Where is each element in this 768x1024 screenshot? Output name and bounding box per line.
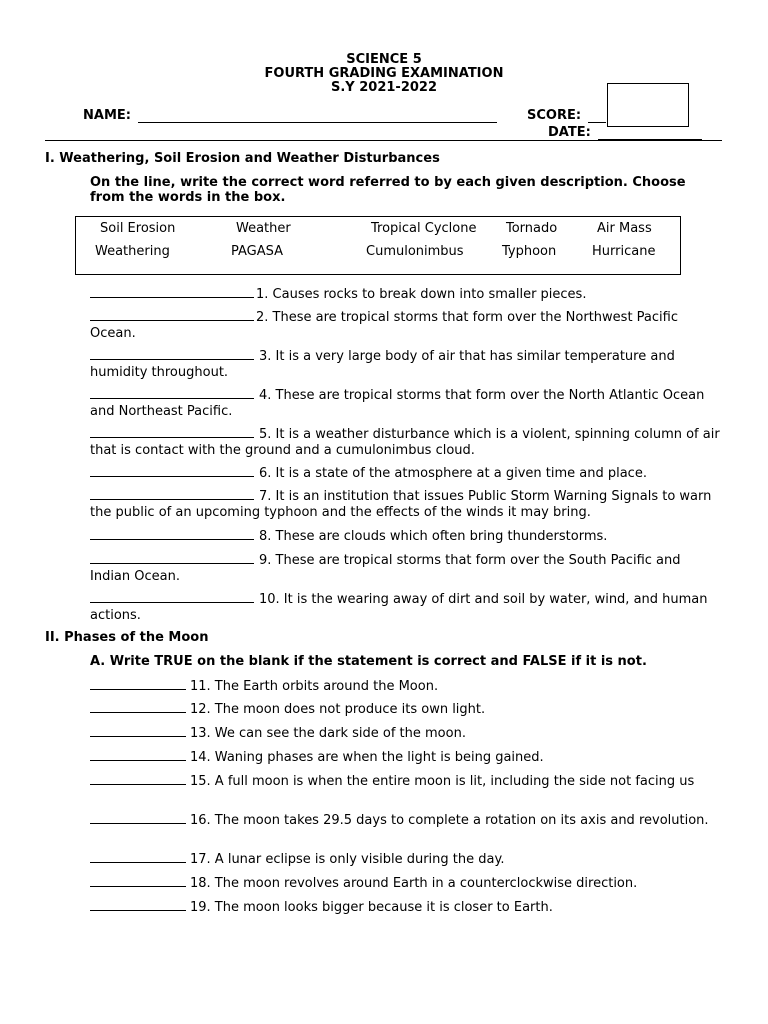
word-bank-item: Cumulonimbus: [366, 244, 464, 259]
question-item: 11. The Earth orbits around the Moon.: [90, 678, 720, 695]
answer-blank[interactable]: [90, 426, 254, 438]
question-item: 15. A full moon is when the entire moon is lit, including the side not facing us: [90, 773, 720, 790]
answer-blank[interactable]: [90, 309, 254, 321]
section1-instruction-line2: from the words in the box.: [90, 190, 286, 205]
name-label: NAME:: [83, 108, 131, 123]
answer-blank[interactable]: [90, 749, 186, 761]
answer-blank[interactable]: [90, 286, 254, 298]
answer-blank[interactable]: [90, 591, 254, 603]
answer-blank[interactable]: [90, 465, 254, 477]
answer-blank[interactable]: [90, 348, 254, 360]
question-item: 1. Causes rocks to break down into smaller pieces.: [90, 286, 720, 303]
answer-blank[interactable]: [90, 387, 254, 399]
answer-blank[interactable]: [90, 851, 186, 863]
answer-blank[interactable]: [90, 812, 186, 824]
exam-subject: SCIENCE 5: [346, 52, 422, 67]
question-item: 10. It is the wearing away of dirt and soil by water, wind, and human actions.: [90, 592, 708, 623]
header-divider: [45, 140, 722, 141]
answer-blank[interactable]: [90, 552, 254, 564]
word-bank-item: PAGASA: [231, 244, 284, 259]
question-item: 2. These are tropical storms that form over the Northwest Pacific Ocean.: [90, 310, 678, 341]
answer-blank[interactable]: [90, 678, 186, 690]
question-item: 5. It is a weather disturbance which is a violent, spinning column of air that is contact with the ground and a cumulonimbus cloud.: [90, 427, 720, 458]
question-item: 7. It is an institution that issues Public Storm Warning Signals to warn the public of an upcoming typhoon and the effects of the winds it may bring.: [90, 489, 712, 520]
name-field[interactable]: [138, 122, 497, 123]
word-bank-item: Typhoon: [502, 244, 557, 259]
section1-instruction-line1: On the line, write the correct word referred to by each given description. Choose: [90, 175, 686, 190]
question-item: 6. It is a state of the atmosphere at a given time and place.: [90, 465, 720, 482]
score-box[interactable]: [607, 83, 689, 127]
section2-instruction: A. Write TRUE on the blank if the statement is correct and FALSE if it is not.: [90, 654, 647, 669]
word-bank-box: [75, 216, 681, 275]
school-year: S.Y 2021-2022: [331, 80, 437, 95]
answer-blank[interactable]: [90, 725, 186, 737]
section2-title: II. Phases of the Moon: [45, 630, 209, 645]
score-field-line[interactable]: [588, 122, 606, 123]
question-item: 17. A lunar eclipse is only visible during the day.: [90, 851, 720, 868]
question-item: 14. Waning phases are when the light is being gained.: [90, 749, 720, 766]
word-bank-item: Weather: [236, 221, 291, 236]
question-item: 9. These are tropical storms that form over the South Pacific and Indian Ocean.: [90, 553, 681, 584]
word-bank-item: Soil Erosion: [100, 221, 176, 236]
question-item: 16. The moon takes 29.5 days to complete a rotation on its axis and revolution.: [90, 812, 720, 829]
answer-blank[interactable]: [90, 488, 254, 500]
word-bank-item: Hurricane: [592, 244, 656, 259]
question-item: 18. The moon revolves around Earth in a counterclockwise direction.: [90, 875, 720, 892]
date-label: DATE:: [548, 125, 591, 140]
score-label: SCORE:: [527, 108, 582, 123]
answer-blank[interactable]: [90, 899, 186, 911]
word-bank-item: Tropical Cyclone: [371, 221, 477, 236]
answer-blank[interactable]: [90, 875, 186, 887]
answer-blank[interactable]: [90, 528, 254, 540]
question-item: 19. The moon looks bigger because it is closer to Earth.: [90, 899, 720, 916]
section1-title: I. Weathering, Soil Erosion and Weather Disturbances: [45, 151, 440, 166]
word-bank-item: Weathering: [95, 244, 170, 259]
answer-blank[interactable]: [90, 701, 186, 713]
question-item: 13. We can see the dark side of the moon.: [90, 725, 720, 742]
question-item: 3. It is a very large body of air that has similar temperature and humidity throughout.: [90, 349, 675, 380]
word-bank-item: Tornado: [506, 221, 558, 236]
word-bank-item: Air Mass: [597, 221, 652, 236]
question-item: 12. The moon does not produce its own light.: [90, 701, 720, 718]
question-item: 4. These are tropical storms that form over the North Atlantic Ocean and Northeast Pacific.: [90, 388, 705, 419]
exam-title: FOURTH GRADING EXAMINATION: [264, 66, 504, 81]
question-item: 8. These are clouds which often bring thunderstorms.: [90, 528, 720, 545]
answer-blank[interactable]: [90, 773, 186, 785]
